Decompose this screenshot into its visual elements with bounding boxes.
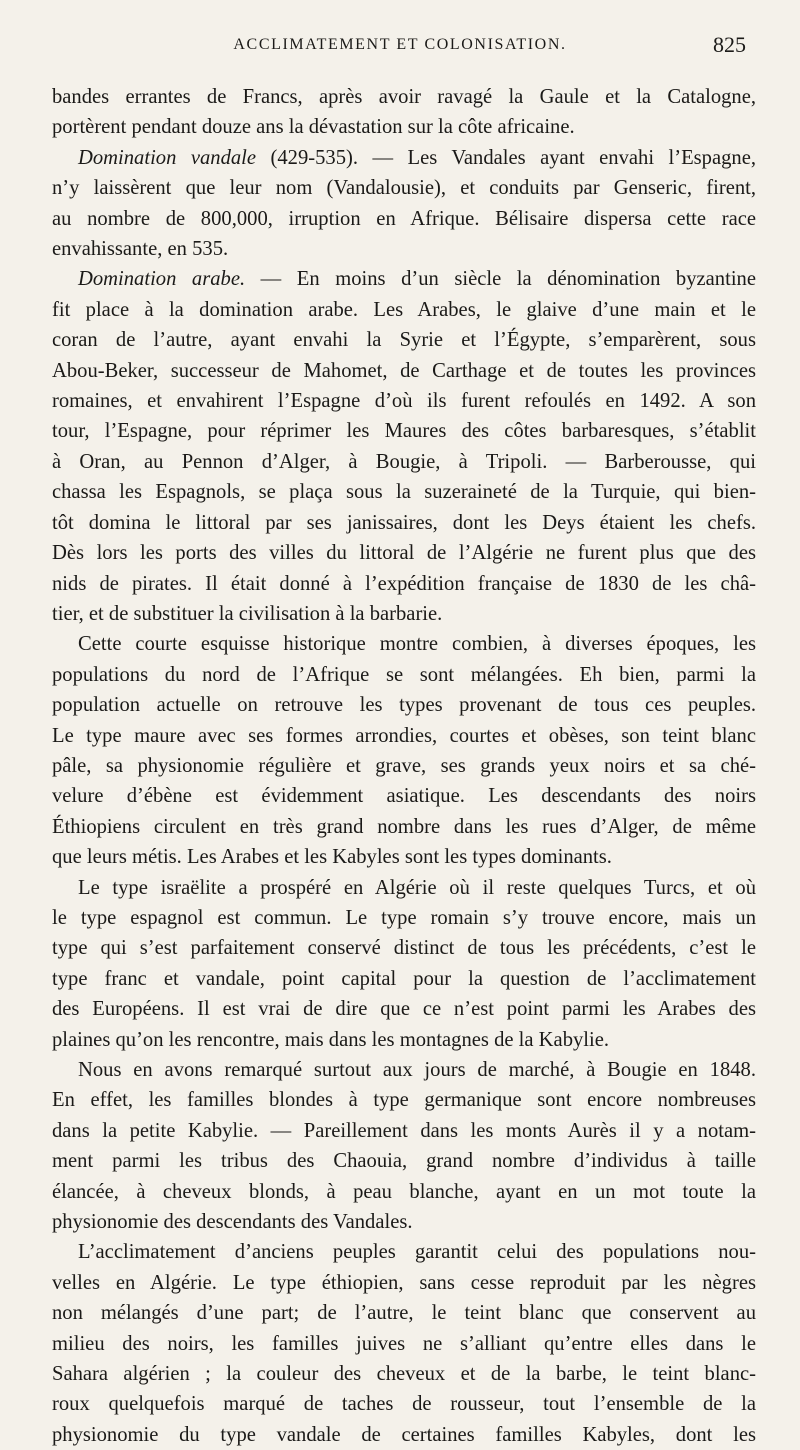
text-line [52,994,756,1024]
text-line [52,173,756,203]
text-line [52,416,756,446]
section-heading: Domination vandale [78,146,257,169]
line-text: En effet, les familles blondes à type germanique sont encore nombreuses [52,1089,756,1112]
line-text: chassa les Espagnols, se plaça sous la suzeraineté de la Turquie, qui bien- [52,481,756,504]
line-text: Nous en avons remarqué surtout aux jours de marché, à Bougie en 1848. [78,1059,756,1081]
text-line [52,1359,756,1389]
text-line [52,1116,756,1146]
line-text: dans la petite Kabylie. — Pareillement dans les monts Aurès il y a notam- [52,1119,756,1142]
line-text: population actuelle on retrouve les types provenant de tous ces peuples. [52,694,756,717]
text-line [52,538,756,568]
line-text: coran de l’autre, ayant envahi la Syrie et l’Égypte, s’emparèrent, sous [52,329,756,352]
line-text: Dès lors les ports des villes du littoral de l’Algérie ne furent plus que des [52,542,756,565]
line-text: Sahara algérien ; la couleur des cheveux et de la barbe, le teint blanc- [52,1363,756,1386]
line-text: non mélangés d’une part; de l’autre, le teint blanc que conservent au [52,1302,756,1325]
line-text: pâle, sa physionomie régulière et grave, ses grands yeux noirs et sa ché- [52,754,756,777]
text-line [52,1237,756,1267]
line-text: n’y laissèrent que leur nom (Vandalousie), et conduits par Genseric, firent, [52,177,756,200]
text-line [52,690,756,720]
line-text: ment parmi les tribus des Chaouia, grand nombre d’individus à taille [52,1150,756,1173]
line-text: envahissante, en 535. [52,238,229,261]
line-text: type qui s’est parfaitement conservé distinct de tous les précédents, c’est le [52,937,756,960]
line-text: populations du nord de l’Afrique se sont mélangées. Eh bien, parmi la [52,663,756,686]
text-line [52,82,756,112]
line-text: type franc et vandale, point capital pour la question de l’acclimatement [52,967,756,990]
line-text: (429-535). — Les Vandales ayant envahi l’Espagne, [256,146,757,169]
text-line [52,873,756,903]
text-line [52,295,756,325]
text-line [52,721,756,751]
text-line [52,447,756,477]
text-line [52,386,756,416]
text-line [52,781,756,811]
text-line [52,964,756,994]
line-text: nids de pirates. Il était donné à l’expédition française de 1830 de les châ- [52,572,756,595]
line-text: L’acclimatement d’anciens peuples garantit celui des populations nou- [78,1241,756,1264]
text-line [52,1420,756,1450]
text-line [52,1389,756,1419]
text-line [52,1207,756,1237]
line-text: — En moins d’un siècle la dénomination byzantine [245,268,756,291]
line-text: Le type israëlite a prospéré en Algérie où il reste quelques Turcs, et où [78,876,756,899]
line-text: physionomie des descendants des Vandales. [52,1211,413,1234]
line-text: romaines, et envahirent l’Espagne d’où ils furent refoulés en 1492. A son [52,390,756,413]
text-line [52,629,756,659]
text-line [52,1025,756,1055]
text-line [52,599,756,629]
line-text: tier, et de substituer la civilisation à la barbarie. [52,602,443,625]
line-text: Abou-Beker, successeur de Mahomet, de Carthage et de toutes les provinces [52,359,756,382]
text-line [52,1177,756,1207]
text-line [52,1268,756,1298]
text-line [52,812,756,842]
text-line [52,933,756,963]
line-text: fit place à la domination arabe. Les Arabes, le glaive d’une main et le [52,298,756,321]
text-line [52,842,756,872]
text-line [52,477,756,507]
text-line [52,1085,756,1115]
text-line [52,1298,756,1328]
line-text: des Européens. Il est vrai de dire que ce n’est point parmi les Arabes des [52,998,756,1021]
text-line [52,660,756,690]
line-text: velure d’ébène est évidemment asiatique. Les descendants des noirs [52,785,756,808]
text-line [52,903,756,933]
line-text: à Oran, au Pennon d’Alger, à Bougie, à Tripoli. — Barberousse, qui [52,450,756,473]
text-line [52,1146,756,1176]
text-line [52,356,756,386]
text-line [52,204,756,234]
line-text: que leurs métis. Les Arabes et les Kabyles sont les types dominants. [52,846,612,869]
line-text: élancée, à cheveux blonds, à peau blanche, ayant en un mot toute la [52,1180,756,1203]
text-line [52,1329,756,1359]
line-text: milieu des noirs, les familles juives ne s’alliant qu’entre elles dans le [52,1332,756,1355]
line-text: tour, l’Espagne, pour réprimer les Maures des côtes barbaresques, s’établit [52,420,756,443]
text-line [52,508,756,538]
text-line [52,264,756,294]
line-text: le type espagnol est commun. Le type romain s’y trouve encore, mais un [52,906,756,929]
page-number: 825 [713,32,746,57]
line-text: roux quelquefois marqué de taches de rousseur, tout l’ensemble de la [52,1393,756,1416]
line-text: tôt domina le littoral par ses janissaires, dont les Deys étaient les chefs. [52,511,756,534]
text-line [52,234,756,264]
section-heading: Domination arabe. [78,268,246,291]
text-line [52,143,756,173]
line-text: bandes errantes de Francs, après avoir ravagé la Gaule et la Catalogne, [52,86,756,108]
line-text: Éthiopiens circulent en très grand nombre dans les rues d’Alger, de même [52,815,756,838]
line-text: plaines qu’on les rencontre, mais dans les montagnes de la Kabylie. [52,1028,610,1051]
text-line [52,325,756,355]
text-line [52,569,756,599]
text-line [52,1055,756,1085]
line-text: Cette courte esquisse historique montre combien, à diverses époques, les [78,633,756,656]
body-text [52,82,756,1450]
line-text: velles en Algérie. Le type éthiopien, sans cesse reproduit par les nègres [52,1271,756,1294]
line-text: Le type maure avec ses formes arrondies, courtes et obèses, son teint blanc [52,724,756,747]
line-text: physionomie du type vandale de certaines familles Kabyles, dont les [52,1423,756,1446]
page-header [0,32,800,66]
text-line [52,751,756,781]
text-line [52,112,756,142]
line-text: au nombre de 800,000, irruption en Afrique. Bélisaire dispersa cette race [52,207,756,230]
running-title: ACCLIMATEMENT ET COLONISATION. [233,36,567,53]
line-text: portèrent pendant douze ans la dévastation sur la côte africaine. [52,116,575,139]
